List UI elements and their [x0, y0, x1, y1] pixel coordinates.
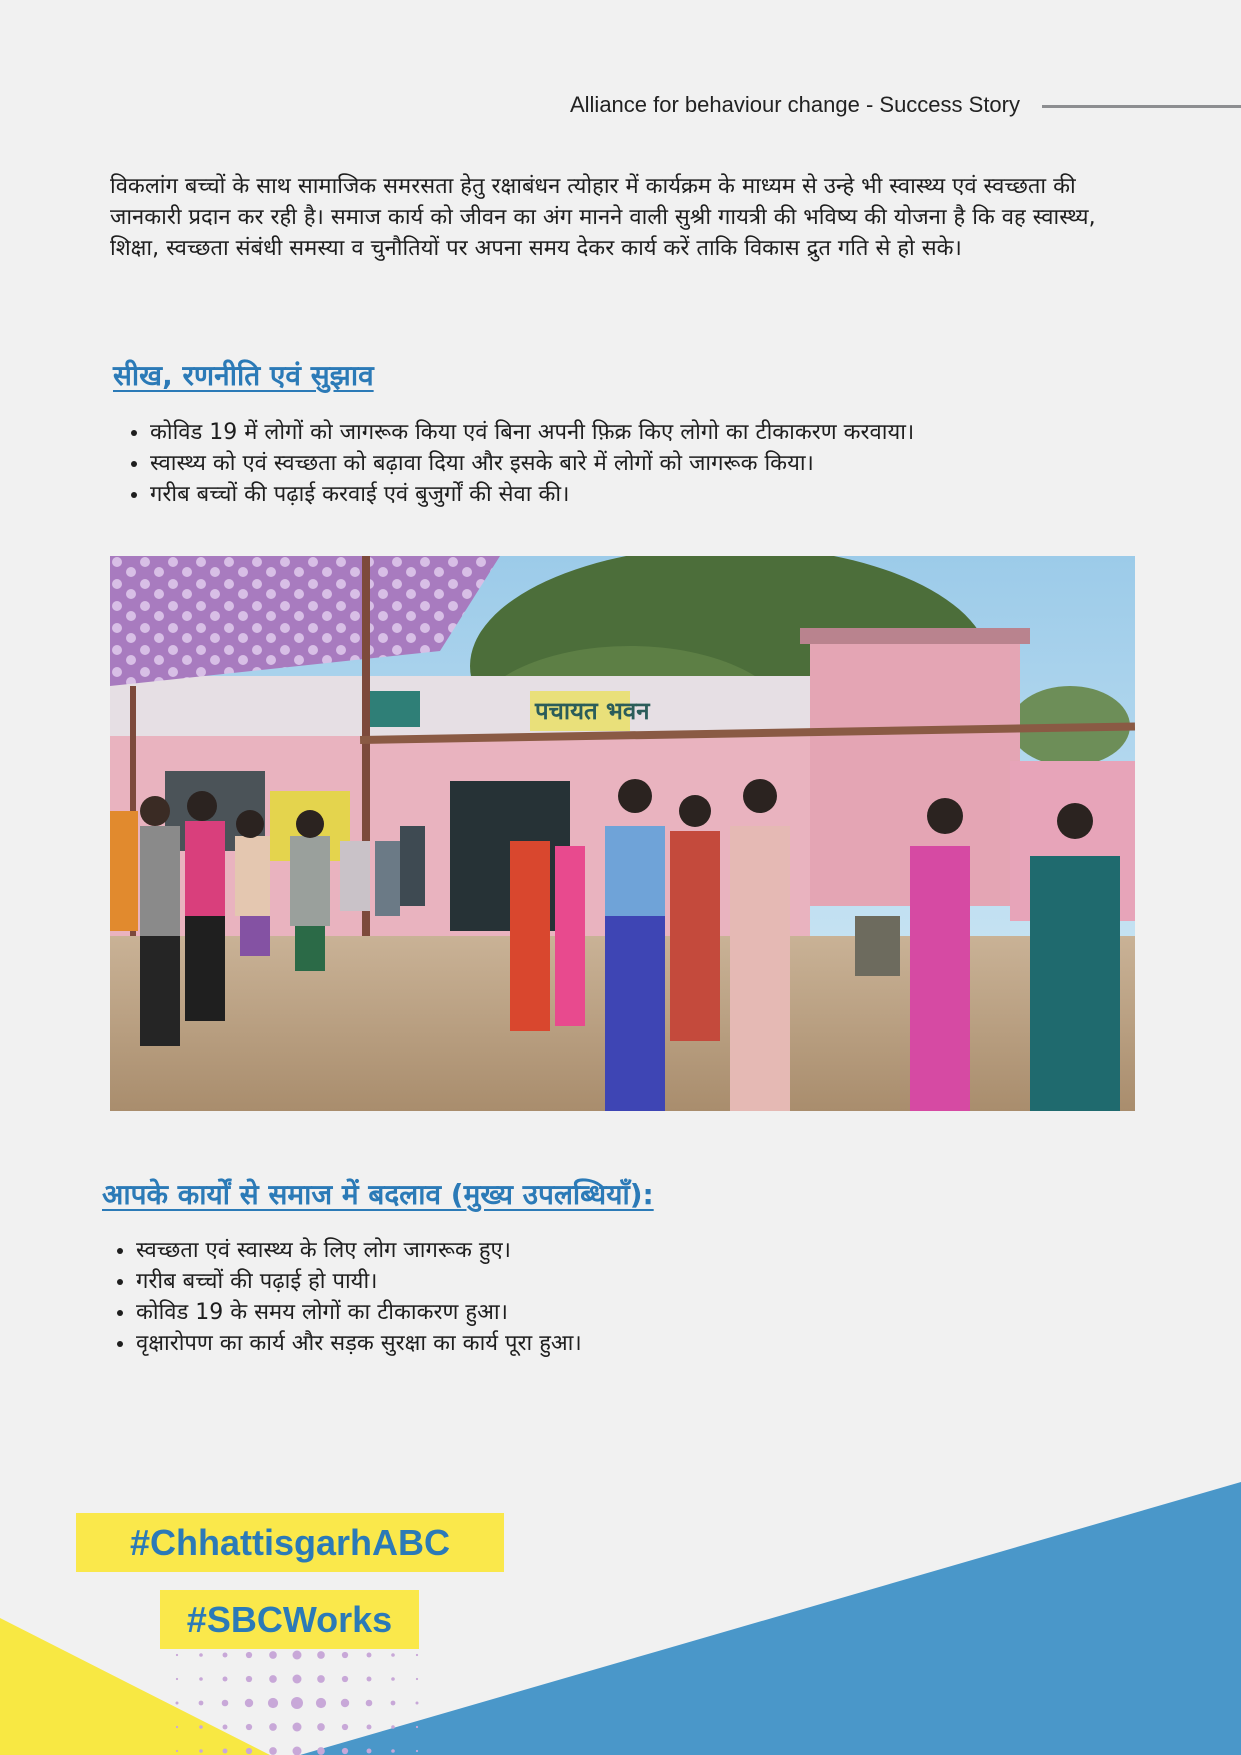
dot [316, 1698, 326, 1708]
dot [342, 1676, 348, 1682]
dot [367, 1749, 372, 1754]
dot [391, 1725, 395, 1729]
dot [222, 1700, 229, 1707]
dot [416, 1678, 418, 1680]
dot [391, 1749, 395, 1753]
dot [416, 1654, 418, 1656]
dot [317, 1675, 325, 1683]
list-item: • स्वास्थ्य को एवं स्वच्छता को बढ़ावा दिया और इसके बारे में लोगों को जागरूक किया। [150, 448, 914, 479]
dot [293, 1747, 302, 1755]
dot [317, 1723, 325, 1731]
dot [341, 1699, 349, 1707]
dot [223, 1653, 228, 1658]
dot [246, 1676, 252, 1682]
list-item: • स्वच्छता एवं स्वास्थ्य के लिए लोग जागरूक हुए। [136, 1235, 582, 1266]
dot [176, 1654, 178, 1656]
dot [342, 1652, 348, 1658]
dot [176, 1726, 178, 1728]
page-header-title: Alliance for behaviour change - Success Story [569, 92, 1020, 117]
dot [342, 1724, 348, 1730]
dot [223, 1749, 228, 1754]
dot [246, 1724, 252, 1730]
dot [176, 1678, 178, 1680]
learnings-list [112, 417, 914, 510]
dot [269, 1675, 277, 1683]
dot [317, 1747, 325, 1755]
dot [293, 1651, 302, 1660]
list-item: • कोविड 19 में लोगों को जागरूक किया एवं बिना अपनी फ़िक्र किए लोगो का टीकाकरण करवाया। [150, 417, 914, 448]
photo-sign-text: पचायत भवन [535, 697, 650, 725]
dot [199, 1725, 203, 1729]
dot [416, 1750, 418, 1752]
dot [416, 1702, 419, 1705]
dot [199, 1653, 203, 1657]
list-item: • गरीब बच्चों की पढ़ाई हो पायी। [136, 1266, 582, 1297]
dot [269, 1651, 277, 1659]
list-item: • वृक्षारोपण का कार्य और सड़क सुरक्षा का कार्य पूरा हुआ। [136, 1328, 582, 1359]
learnings-heading: सीख, रणनीति एवं सुझाव [113, 359, 374, 392]
dot [199, 1677, 203, 1681]
dot [293, 1675, 302, 1684]
achievements-heading: आपके कार्यों से समाज में बदलाव (मुख्य उपलब्धियाँ): [102, 1178, 654, 1211]
dot [268, 1698, 278, 1708]
dot [367, 1677, 372, 1682]
dot [317, 1651, 325, 1659]
dot [269, 1747, 277, 1755]
dot [269, 1723, 277, 1731]
dot [367, 1725, 372, 1730]
dot [342, 1748, 348, 1754]
list-item: • गरीब बच्चों की पढ़ाई करवाई एवं बुजुर्गों की सेवा की। [150, 479, 914, 510]
list-item: • कोविड 19 के समय लोगों का टीकाकरण हुआ। [136, 1297, 582, 1328]
dot [391, 1677, 395, 1681]
dot [416, 1726, 418, 1728]
dot [223, 1677, 228, 1682]
dot [291, 1697, 303, 1709]
achievements-list [98, 1235, 582, 1359]
dot [391, 1653, 395, 1657]
dot [245, 1699, 253, 1707]
dot [367, 1653, 372, 1658]
dot [293, 1723, 302, 1732]
intro-paragraph: विकलांग बच्चों के साथ सामाजिक समरसता हेतु रक्षाबंधन त्योहार में कार्यक्रम के माध्यम से उन्हे भी स्वास्थ्य एवं स्वच्छता की जानकारी प्रदान कर रही है। समाज कार्य को जीवन का अंग मानने वाली सुश्री गायत्री की भविष्य की योजना है कि वह स्वास्थ्य, शिक्षा, स्वच्छता संबंधी समस्या व चुनौतियों पर अपना समय देकर कार्य करें ताकि विकास द्रुत गति से हो सके। [110, 174, 1096, 261]
header-rule [1042, 105, 1241, 108]
dot [176, 1702, 179, 1705]
dot [199, 1749, 203, 1753]
dot [391, 1701, 396, 1706]
dot [366, 1700, 373, 1707]
community-photo [110, 556, 1135, 1111]
hashtag-chhattisgarh-abc: #ChhattisgarhABC [76, 1513, 504, 1572]
dot [176, 1750, 178, 1752]
hashtag-sbc-works: #SBCWorks [160, 1590, 419, 1649]
dot [199, 1701, 204, 1706]
dot [223, 1725, 228, 1730]
dot [246, 1748, 252, 1754]
dot [246, 1652, 252, 1658]
